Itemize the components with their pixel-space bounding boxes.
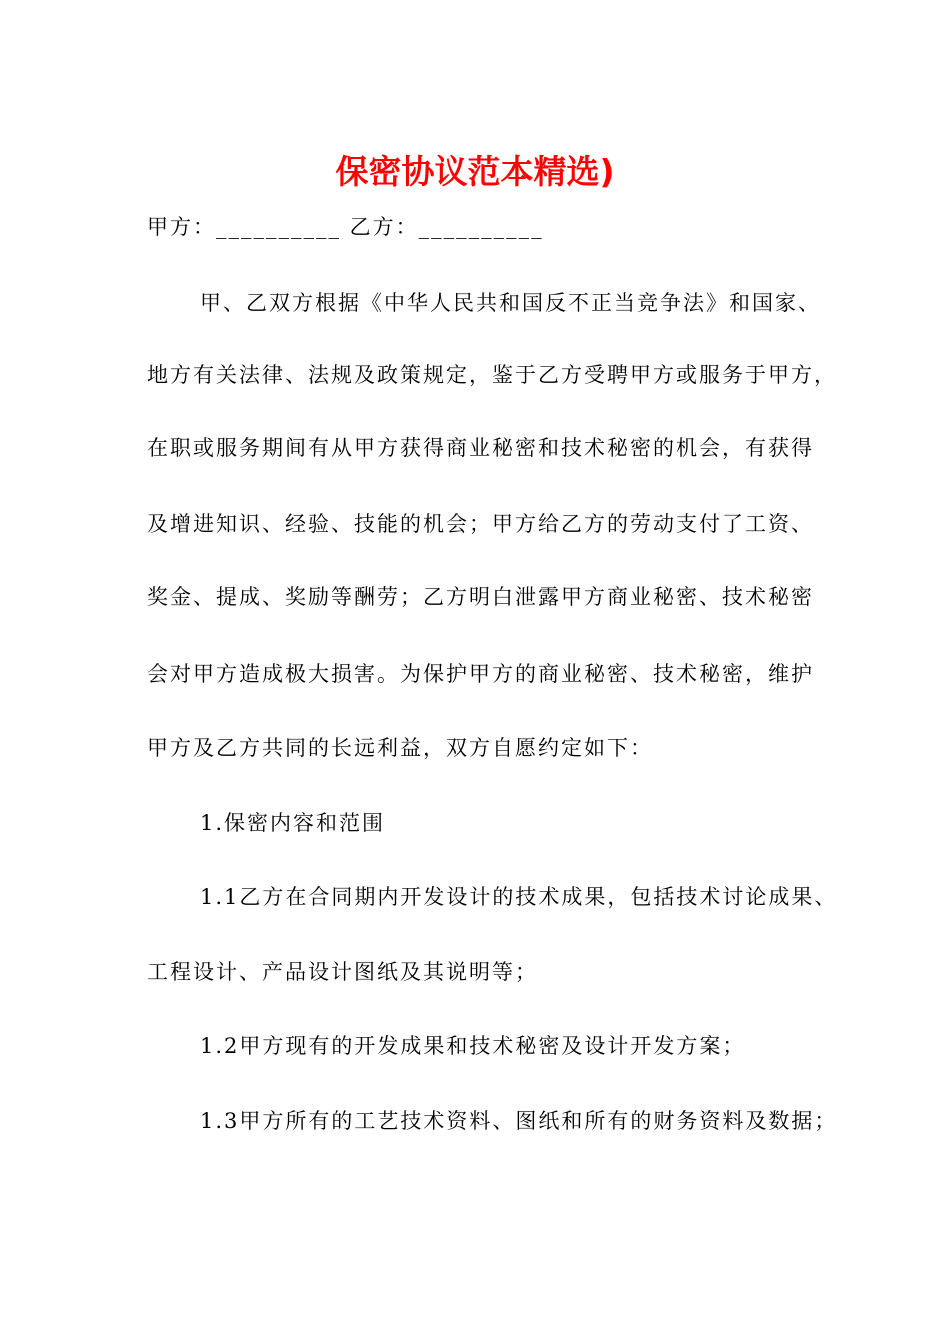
body-line: 甲方及乙方共同的长远利益，双方自愿约定如下： bbox=[147, 736, 653, 760]
body-line: 地方有关法律、法规及政策规定，鉴于乙方受聘甲方或服务于甲方， bbox=[147, 363, 837, 387]
body-line: 会对甲方造成极大损害。为保护甲方的商业秘密、技术秘密，维护 bbox=[147, 662, 814, 686]
clause-line: 1.2甲方现有的开发成果和技术秘密及设计开发方案； bbox=[200, 1034, 746, 1058]
parties-line: 甲方：__________ 乙方：__________ bbox=[147, 215, 544, 239]
body-line: 在职或服务期间有从甲方获得商业秘密和技术秘密的机会，有获得 bbox=[147, 436, 814, 460]
body-line: 甲、乙双方根据《中华人民共和国反不正当竞争法》和国家、 bbox=[200, 291, 821, 315]
body-line: 及增进知识、经验、技能的机会；甲方给乙方的劳动支付了工资、 bbox=[147, 512, 814, 536]
clause-line: 1.1乙方在合同期内开发设计的技术成果，包括技术讨论成果、 bbox=[200, 885, 838, 909]
clause-line: 1.3甲方所有的工艺技术资料、图纸和所有的财务资料及数据； bbox=[200, 1109, 838, 1133]
clause-line: 工程设计、产品设计图纸及其说明等； bbox=[147, 960, 538, 984]
section-heading: 1.保密内容和范围 bbox=[200, 811, 386, 835]
body-line: 奖金、提成、奖励等酬劳；乙方明白泄露甲方商业秘密、技术秘密 bbox=[147, 585, 814, 609]
document-title: 保密协议范本精选) bbox=[335, 152, 615, 191]
